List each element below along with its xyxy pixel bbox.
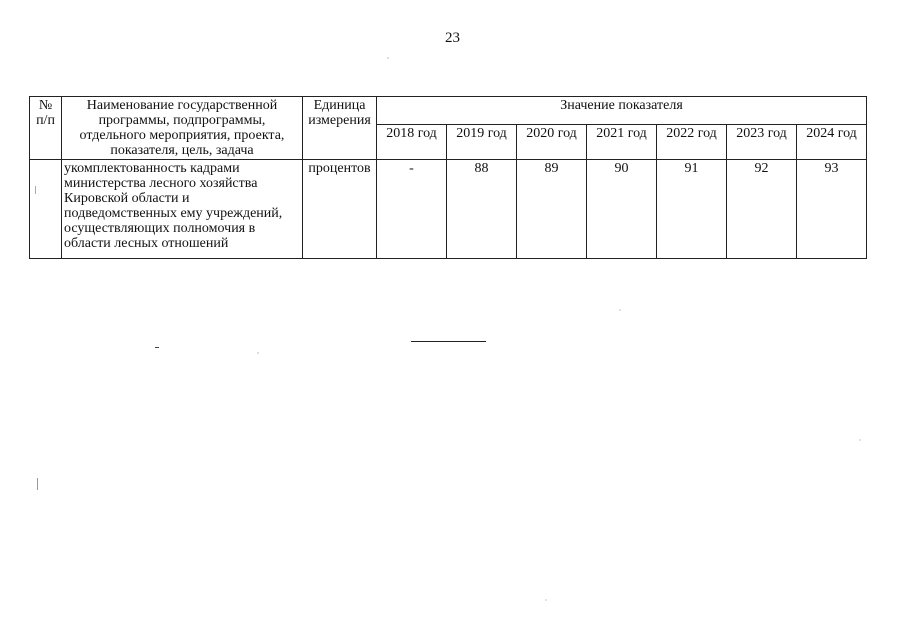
value-2020: 89 [517,160,587,259]
table-row [30,160,867,259]
header-year-2023: 2023 год [727,124,797,159]
row-indicator-name: укомплектованность кадрами министерства лесного хозяйства Кировской области и подведомственных ему учреждений, осуществляющих полномочия в области лесных отношений [62,160,303,259]
indicator-table [29,96,867,259]
header-year-2019: 2019 год [447,124,517,159]
header-unit: Единица измерения [303,97,377,160]
header-year-2021: 2021 год [587,124,657,159]
header-value-group: Значение показателя [377,97,867,125]
section-divider-line [411,341,486,342]
header-num: № п/п [30,97,62,160]
table-header-row [30,97,867,125]
header-year-2018: 2018 год [377,124,447,159]
value-2024: 93 [797,160,867,259]
header-year-2024: 2024 год [797,124,867,159]
header-year-2022: 2022 год [657,124,727,159]
value-2023: 92 [727,160,797,259]
value-2021: 90 [587,160,657,259]
page-number: 23 [445,30,460,46]
value-2019: 88 [447,160,517,259]
value-2022: 91 [657,160,727,259]
row-unit: процентов [303,160,377,259]
value-2018: - [377,160,447,259]
header-year-2020: 2020 год [517,124,587,159]
header-name: Наименование государственной программы, подпрограммы, отдельного мероприятия, проекта, показателя, цель, задача [62,97,303,160]
row-num [30,160,62,259]
